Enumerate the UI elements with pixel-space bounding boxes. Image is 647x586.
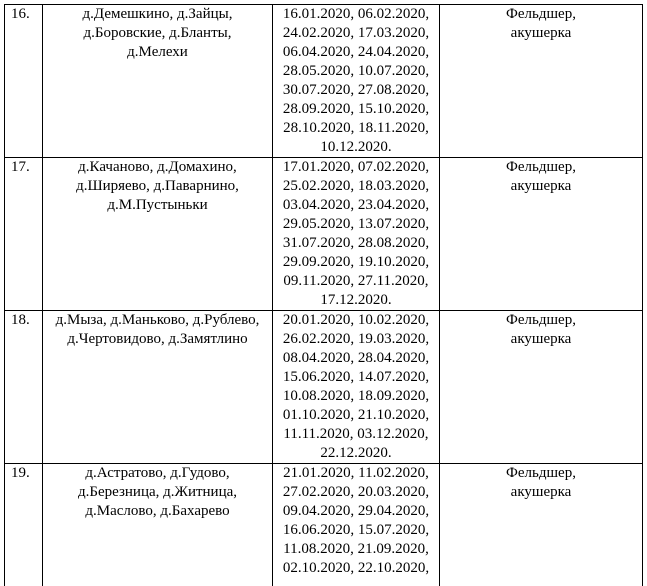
date-line: 10.08.2020, 18.09.2020, bbox=[275, 387, 437, 406]
date-line: 06.04.2020, 24.04.2020, bbox=[275, 43, 437, 62]
table-row bbox=[5, 464, 643, 586]
staff-line: акушерка bbox=[440, 177, 642, 196]
schedule-table bbox=[4, 4, 643, 586]
date-line: 22.12.2020. bbox=[275, 444, 437, 463]
staff-cell bbox=[440, 464, 643, 586]
villages-cell bbox=[43, 464, 273, 586]
staff-line: Фельдшер, bbox=[440, 464, 642, 483]
dates-cell bbox=[273, 158, 440, 311]
row-number: 18. bbox=[5, 311, 43, 464]
village-line: д.Демешкино, д.Зайцы, bbox=[45, 5, 270, 24]
date-line: 30.07.2020, 27.08.2020, bbox=[275, 81, 437, 100]
villages-cell bbox=[43, 158, 273, 311]
date-line: 02.10.2020, 22.10.2020, bbox=[275, 559, 437, 578]
village-line: д.Астратово, д.Гудово, bbox=[45, 464, 270, 483]
date-line: 11.08.2020, 21.09.2020, bbox=[275, 540, 437, 559]
table-row bbox=[5, 5, 643, 158]
date-line: 08.04.2020, 28.04.2020, bbox=[275, 349, 437, 368]
date-line: 21.01.2020, 11.02.2020, bbox=[275, 464, 437, 483]
staff-cell bbox=[440, 5, 643, 158]
staff-line: акушерка bbox=[440, 483, 642, 502]
date-line: 09.04.2020, 29.04.2020, bbox=[275, 502, 437, 521]
date-line: 09.11.2020, 27.11.2020, bbox=[275, 272, 437, 291]
date-line: 29.09.2020, 19.10.2020, bbox=[275, 253, 437, 272]
staff-cell bbox=[440, 158, 643, 311]
date-line: 31.07.2020, 28.08.2020, bbox=[275, 234, 437, 253]
dates-cell bbox=[273, 5, 440, 158]
staff-line: Фельдшер, bbox=[440, 5, 642, 24]
date-line: 20.01.2020, 10.02.2020, bbox=[275, 311, 437, 330]
date-line: 16.01.2020, 06.02.2020, bbox=[275, 5, 437, 24]
date-line: 24.02.2020, 17.03.2020, bbox=[275, 24, 437, 43]
date-line: 10.12.2020. bbox=[275, 138, 437, 157]
date-line: 28.09.2020, 15.10.2020, bbox=[275, 100, 437, 119]
date-line: 25.02.2020, 18.03.2020, bbox=[275, 177, 437, 196]
village-line: д.Ширяево, д.Паварнино, bbox=[45, 177, 270, 196]
table-row bbox=[5, 158, 643, 311]
village-line: д.Мыза, д.Маньково, д.Рублево, bbox=[45, 311, 270, 330]
village-line: д.Маслово, д.Бахарево bbox=[45, 502, 270, 521]
staff-line: акушерка bbox=[440, 24, 642, 43]
date-line: 17.01.2020, 07.02.2020, bbox=[275, 158, 437, 177]
staff-cell bbox=[440, 311, 643, 464]
staff-line: Фельдшер, bbox=[440, 158, 642, 177]
village-line: д.М.Пустыньки bbox=[45, 196, 270, 215]
table-row bbox=[5, 311, 643, 464]
date-line: 03.04.2020, 23.04.2020, bbox=[275, 196, 437, 215]
date-line: 28.05.2020, 10.07.2020, bbox=[275, 62, 437, 81]
date-line: 01.10.2020, 21.10.2020, bbox=[275, 406, 437, 425]
villages-cell bbox=[43, 311, 273, 464]
row-number: 17. bbox=[5, 158, 43, 311]
village-line: д.Боровские, д.Бланты, bbox=[45, 24, 270, 43]
village-line: д.Чертовидово, д.Замятлино bbox=[45, 330, 270, 349]
villages-cell bbox=[43, 5, 273, 158]
date-line: 16.06.2020, 15.07.2020, bbox=[275, 521, 437, 540]
date-line: 27.02.2020, 20.03.2020, bbox=[275, 483, 437, 502]
staff-line: акушерка bbox=[440, 330, 642, 349]
date-line: 26.02.2020, 19.03.2020, bbox=[275, 330, 437, 349]
date-line: 11.11.2020, 03.12.2020, bbox=[275, 425, 437, 444]
date-line: 29.05.2020, 13.07.2020, bbox=[275, 215, 437, 234]
dates-cell bbox=[273, 311, 440, 464]
row-number: 16. bbox=[5, 5, 43, 158]
village-line: д.Качаново, д.Домахино, bbox=[45, 158, 270, 177]
dates-cell bbox=[273, 464, 440, 586]
date-line: 28.10.2020, 18.11.2020, bbox=[275, 119, 437, 138]
date-line: 15.06.2020, 14.07.2020, bbox=[275, 368, 437, 387]
row-number: 19. bbox=[5, 464, 43, 586]
date-line: 17.12.2020. bbox=[275, 291, 437, 310]
village-line: д.Березница, д.Житница, bbox=[45, 483, 270, 502]
village-line: д.Мелехи bbox=[45, 43, 270, 62]
staff-line: Фельдшер, bbox=[440, 311, 642, 330]
